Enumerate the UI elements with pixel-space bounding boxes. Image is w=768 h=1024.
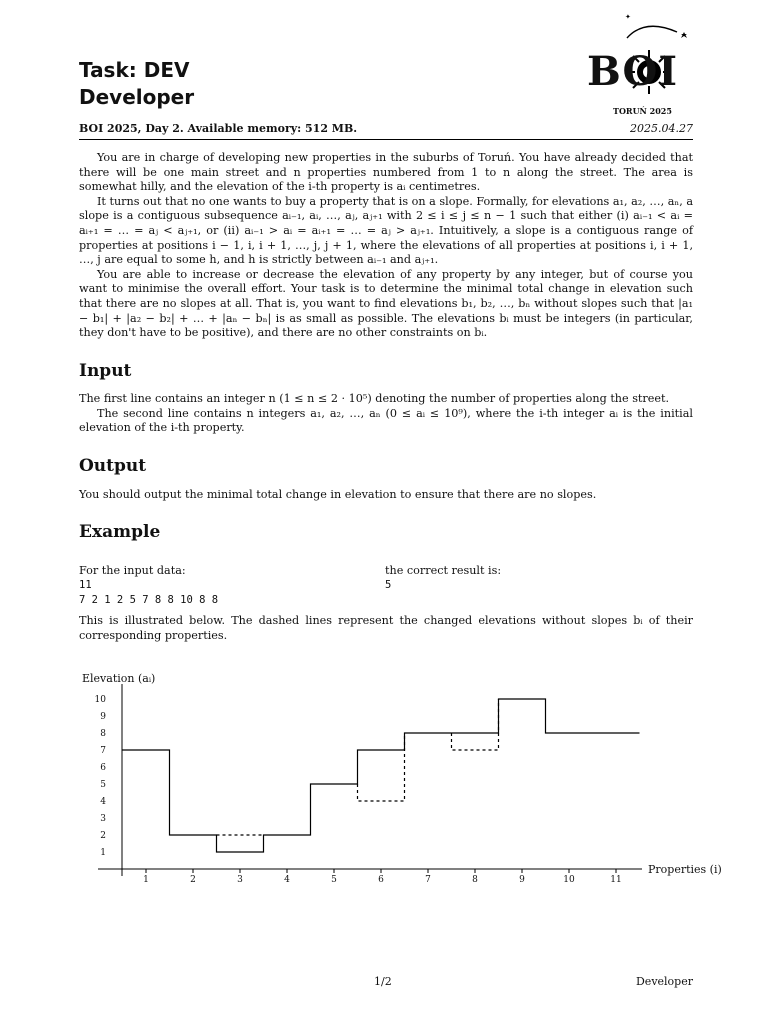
input-description <box>79 392 693 436</box>
elevation-chart <box>70 662 740 894</box>
y-tick-label: 7 <box>100 746 106 756</box>
output-heading: Output <box>79 456 147 476</box>
task-title: Task: DEV <box>79 58 190 82</box>
task-name: Developer <box>79 85 195 109</box>
contest-subtitle: BOI 2025, Day 2. Available memory: 512 MB. <box>79 122 358 135</box>
statement <box>79 151 693 341</box>
footer-task-name: Developer <box>635 975 693 988</box>
x-tick-label: 9 <box>519 875 525 885</box>
y-tick-label: 6 <box>100 763 106 773</box>
example-input-line-1: 11 <box>79 579 92 591</box>
x-tick-label: 8 <box>472 875 478 885</box>
example-output-value: 5 <box>385 579 392 591</box>
y-tick-label: 8 <box>100 729 106 739</box>
input-heading: Input <box>79 361 132 381</box>
contest-date: 2025.04.27 <box>630 122 693 135</box>
x-tick-label: 1 <box>143 875 149 885</box>
example-caption: This is illustrated below. The dashed lines represent the changed elevations without slopes bᵢ of their corresponding properties. <box>79 614 693 642</box>
page-number: 1/2 <box>374 975 392 988</box>
chart-marks <box>95 695 640 885</box>
y-tick-label: 9 <box>100 712 106 722</box>
example-input-label: For the input data: <box>79 564 186 577</box>
x-tick-label: 4 <box>284 875 290 885</box>
example-input-line-2: 7 2 1 2 5 7 8 8 10 8 8 <box>79 594 219 606</box>
output-description <box>79 488 693 503</box>
x-tick-label: 2 <box>190 875 196 885</box>
series-changed-line <box>452 699 499 750</box>
statement-paragraph-1: You are in charge of developing new properties in the suburbs of Toruń. You have already decided that there will be one main street and n properties numbered from 1 to n along the street. The area is somewhat hilly, and the elevation of the i-th property is aᵢ centimetres. <box>79 151 693 194</box>
x-tick-label: 11 <box>610 875 622 885</box>
series-original-line <box>123 699 640 852</box>
y-tick-label: 1 <box>100 848 106 858</box>
x-tick-label: 7 <box>425 875 431 885</box>
input-paragraph-2: The second line contains n integers a₁, a₂, …, aₙ (0 ≤ aᵢ ≤ 10⁹), where the i-th integer aᵢ is the initial elevation of the i-th property. <box>79 406 693 435</box>
example-heading: Example <box>79 522 161 542</box>
y-tick-label: 3 <box>100 814 106 824</box>
y-tick-label: 4 <box>100 797 106 807</box>
x-tick-label: 6 <box>378 875 384 885</box>
chart-x-label: Properties (i) <box>648 863 722 876</box>
logo-caption: TORUŃ 2025 <box>613 106 672 116</box>
y-tick-label: 10 <box>94 695 106 705</box>
logo-text: BOI <box>587 48 679 95</box>
series-changed-line <box>358 733 405 801</box>
boi-logo <box>585 10 695 118</box>
chart-y-label: Elevation (aᵢ) <box>82 672 156 685</box>
header-rule <box>79 139 693 140</box>
x-tick-label: 3 <box>237 875 243 885</box>
statement-paragraph-2: It turns out that no one wants to buy a property that is on a slope. Formally, for elevations a₁, a₂, …, aₙ, a slope is a contiguous subsequence aᵢ₋₁, aᵢ, …, aⱼ, aⱼ₊₁ with 2 ≤ i ≤ j ≤ n − 1 such that either (i) aᵢ₋₁ < aᵢ = aᵢ₊₁ = … = aⱼ < aⱼ₊₁, or (ii) aᵢ₋₁ > aᵢ = aᵢ₊₁ = … = aⱼ > aⱼ₊₁. Intuitively, a slope is a contiguous range of properties at positions i − 1, i, i + 1, …, j, j + 1, where the elevations of all properties at positions i, i + 1, …, j are equal to some h, and h is strictly between aᵢ₋₁ and aⱼ₊₁. <box>79 194 693 267</box>
statement-paragraph-3: You are able to increase or decrease the elevation of any property by any integer, but of course you want to minimise the overall effort. Your task is to determine the minimal total change in elevation such that there are no slopes at all. That is, you want to find elevations b₁, b₂, …, bₙ without slopes such that |a₁ − b₁| + |a₂ − b₂| + … + |aₙ − bₙ| is as small as possible. The elevations bᵢ must be integers (in particular, they don't have to be positive), and there are no other constraints on bᵢ. <box>79 267 693 340</box>
x-tick-label: 10 <box>563 875 575 885</box>
y-tick-label: 2 <box>100 831 106 841</box>
svg-text:✦: ✦ <box>625 13 631 21</box>
x-tick-label: 5 <box>331 875 337 885</box>
example-output-label: the correct result is: <box>385 564 502 577</box>
output-paragraph-1: You should output the minimal total change in elevation to ensure that there are no slopes. <box>79 488 597 501</box>
input-paragraph-1: The first line contains an integer n (1 ≤ n ≤ 2 · 10⁵) denoting the number of properties along the street. <box>79 392 670 405</box>
y-tick-label: 5 <box>100 780 106 790</box>
